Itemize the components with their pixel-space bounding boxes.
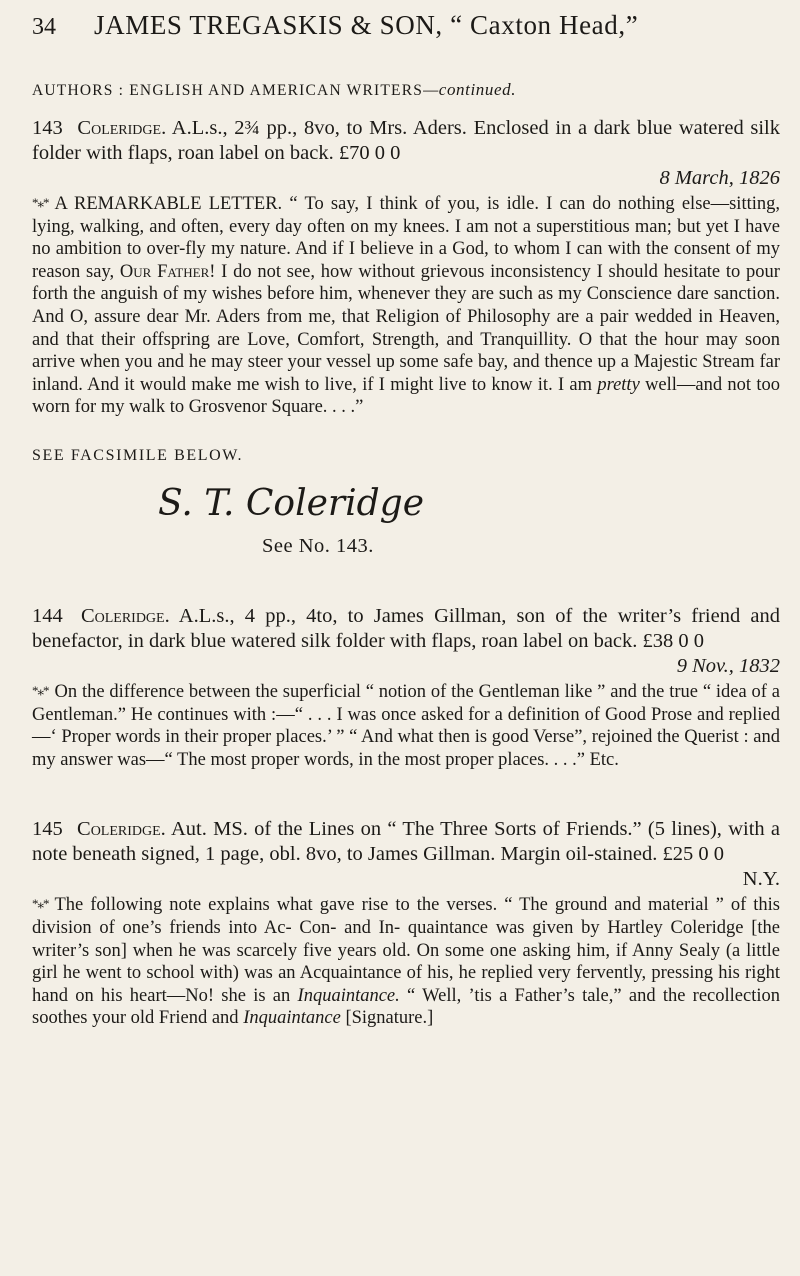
note-italic-2: Inquaintance bbox=[243, 1008, 341, 1029]
lot-description bbox=[32, 116, 780, 166]
header-title: JAMES TREGASKIS & SON, “ Caxton Head,” bbox=[94, 10, 639, 40]
facsimile-note: SEE FACSIMILE BELOW. bbox=[32, 446, 244, 464]
lot-author: Coleridge. bbox=[77, 818, 166, 841]
lot-description-text: A.L.s., 4 pp., 4to, to James Gillman, son of the writer’s friend and benefactor, in dark blue watered silk folder with flaps, roan label on back. £38 0 0 bbox=[32, 604, 781, 652]
note-text: On the difference between the superficial “ notion of the Gentleman like ” and the true “ idea of a Gentleman.” He continues with :—“ . . . I was once asked for a definition of Good Prose and replied—‘ Proper words in their proper places.’ ” “ And what then is good Verse”, rejoined the Querist : and my answer was—“ The most proper words, in the most proper places. . . .” Etc. bbox=[32, 681, 780, 770]
lot-author: Coleridge. bbox=[80, 604, 170, 627]
section-heading bbox=[32, 80, 780, 100]
page-number: 34 bbox=[32, 14, 56, 40]
signature-facsimile bbox=[32, 479, 780, 527]
lot-date: 8 March, 1826 bbox=[659, 167, 780, 189]
lot-note bbox=[32, 893, 780, 1030]
lot-description-text: Aut. MS. of the Lines on “ The Three Sorts of Friends.” (5 lines), with a note beneath signed, 1 page, obl. 8vo, to James Gillman. Margin oil-stained. £25 0 0 bbox=[32, 818, 780, 866]
lot-author: Coleridge. bbox=[77, 117, 167, 139]
see-reference: See No. 143. bbox=[262, 534, 374, 557]
section-label: AUTHORS : ENGLISH AND AMERICAN WRITERS bbox=[32, 82, 424, 99]
lot-description-text: A.L.s., 2¾ pp., 8vo, to Mrs. Aders. Enclosed in a dark blue watered silk folder with flaps, roan label on back. £70 0 0 bbox=[32, 117, 780, 164]
note-smallcaps: Our Father bbox=[119, 261, 210, 282]
price-note: N.Y. bbox=[742, 868, 780, 891]
running-head bbox=[32, 10, 780, 72]
section-continued: —continued. bbox=[423, 80, 517, 99]
signature-text: S. T. Coleridge bbox=[158, 482, 425, 524]
lot-144 bbox=[32, 604, 780, 771]
lot-number: 143 bbox=[32, 117, 63, 139]
lot-number: 145 bbox=[32, 818, 63, 841]
lot-description bbox=[32, 817, 780, 867]
note-part-c: well—and not too worn for my walk to Grosvenor Square. . . .” bbox=[32, 374, 780, 418]
note-italic: pretty bbox=[597, 374, 640, 395]
lot-note bbox=[32, 680, 780, 771]
catalogue-page bbox=[32, 10, 780, 1030]
note-part-b: ! I do not see, how without grievous inconsistency I should hesitate to pour forth the anguish of my wishes before him, whenever they are such as my Conscience dare sanction. And O, assure dear Mr. Aders from me, that Religion of Philosophy are a pair wedded in Heaven, and that their offspring are Love, Comfort, Strength, and Tranquillity. O that the hour may soon arrive when you and he may steer your vessel up some safe bay, and thence up a Majestic Stream far inland. And it would make me wish to live, if I might live to know it. I am bbox=[32, 261, 780, 395]
note-part-c: [Signature.] bbox=[340, 1008, 434, 1029]
asterism-icon: *⁎* bbox=[32, 896, 49, 912]
lot-note bbox=[32, 192, 780, 419]
lot-description bbox=[32, 604, 780, 654]
note-part-a: The following note explains what gave rise to the verses. “ The ground and material ” of this division of one’s friends into Ac- Con- and In- quaintance was given by Hartley Coleridge [the writer’s son] when he was scarcely five years old. On some one asking him, if Anny Sealy (a little girl he went to school with) was an Acquaintance of his, he replied very fervently, pressing his right hand on his heart—No! she is an bbox=[32, 895, 780, 1006]
lot-143 bbox=[32, 116, 780, 558]
note-italic: Inquaintance. bbox=[297, 985, 400, 1006]
lot-number: 144 bbox=[32, 604, 63, 627]
note-part-b: “ Well, ’tis a Father’s tale,” and the recollection soothes your old Friend and bbox=[32, 985, 780, 1029]
lot-145 bbox=[32, 817, 780, 1030]
asterism-icon: *⁎* bbox=[32, 195, 49, 210]
lot-date: 9 Nov., 1832 bbox=[676, 654, 780, 677]
note-part-a: A REMARKABLE LETTER. “ To say, I think of you, is idle. I can do nothing else—sitting, lying, walking, and often, every day often on my knees. I am not a superstitious man; but yet I have no ambition to over-fly my nature. And if I believe in a God, to whom I can with the consent of my reason say, bbox=[32, 194, 780, 282]
signature-image bbox=[154, 479, 474, 527]
lot-date bbox=[32, 867, 780, 892]
asterism-icon: *⁎* bbox=[32, 682, 49, 698]
